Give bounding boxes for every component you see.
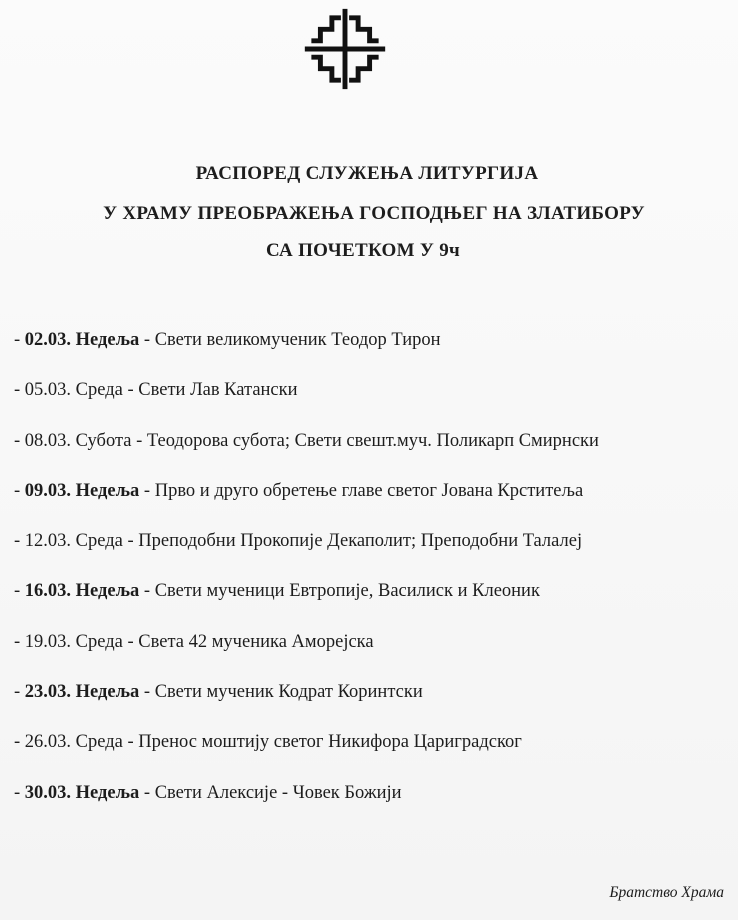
item-day: Среда — [75, 380, 123, 401]
item-prefix: - — [14, 782, 25, 803]
item-date: 26.03. — [24, 732, 72, 753]
item-day: Недеља — [75, 782, 140, 803]
item-prefix: - — [14, 631, 25, 652]
item-day: Недеља — [75, 581, 140, 602]
item-feast: Свети мученик Кодрат Коринтски — [154, 682, 423, 703]
item-separator: - — [122, 631, 139, 652]
item-feast: Преподобни Прокопије Декаполит; Преподобни Талалеј — [138, 531, 583, 552]
item-separator: - — [131, 430, 147, 451]
item-day: Среда — [75, 732, 123, 753]
schedule-item — [14, 778, 738, 828]
heading-line-3: СА ПОЧЕТКОМ У 9ч — [265, 240, 461, 261]
heading-line-2: У ХРАМУ ПРЕОБРАЖЕЊА ГОСПОДЊЕГ НА ЗЛАТИБОРУ — [103, 203, 645, 224]
item-prefix: - — [14, 380, 25, 401]
item-separator: - — [139, 682, 155, 703]
item-prefix: - — [14, 330, 25, 350]
item-separator: - — [139, 782, 155, 803]
schedule-item — [14, 375, 738, 425]
schedule-item — [14, 677, 738, 727]
item-date: 23.03. — [24, 682, 72, 703]
item-date: 16.03. — [24, 581, 72, 602]
item-day: Недеља — [75, 480, 140, 501]
signature: Братство Храма — [609, 884, 724, 901]
item-separator: - — [122, 531, 139, 552]
schedule-item — [14, 476, 738, 526]
item-day: Среда — [75, 531, 123, 552]
item-day: Среда — [75, 631, 123, 652]
schedule-item — [14, 426, 738, 476]
schedule-item — [14, 526, 738, 576]
item-prefix: - — [14, 732, 25, 753]
item-feast: Света 42 мученика Аморејска — [138, 631, 374, 652]
item-separator: - — [122, 380, 139, 401]
heading-line-1: РАСПОРЕД СЛУЖЕЊА ЛИТУРГИЈА — [195, 163, 539, 184]
item-separator: - — [139, 581, 155, 602]
item-date: 12.03. — [24, 531, 72, 552]
item-date: 08.03. — [24, 430, 72, 451]
item-separator: - — [139, 330, 155, 350]
item-date: 05.03. — [24, 380, 72, 401]
item-prefix: - — [14, 480, 25, 501]
item-day: Субота — [75, 430, 132, 451]
schedule-item — [14, 576, 738, 626]
item-date: 19.03. — [24, 631, 72, 652]
item-prefix: - — [14, 531, 25, 552]
item-date: 02.03. — [24, 330, 72, 350]
item-separator: - — [139, 480, 155, 501]
item-separator: - — [122, 732, 139, 753]
item-feast: Свети мученици Евтропије, Василиск и Клеоник — [154, 581, 540, 602]
item-day: Недеља — [75, 330, 140, 350]
item-date: 09.03. — [24, 480, 72, 501]
item-prefix: - — [14, 430, 25, 451]
item-feast: Свети Лав Катански — [138, 380, 298, 401]
schedule-item — [14, 727, 738, 777]
item-feast: Пренос моштију светог Никифора Цариградског — [138, 732, 522, 753]
item-feast: Теодорова субота; Свети свешт.муч. Поликарп Смирнски — [146, 430, 599, 451]
schedule-item — [14, 627, 738, 677]
item-day: Недеља — [75, 682, 140, 703]
item-prefix: - — [14, 682, 25, 703]
liturgy-schedule-list — [14, 325, 738, 828]
orthodox-cross-emblem-icon — [304, 8, 386, 90]
item-prefix: - — [14, 581, 25, 602]
item-date: 30.03. — [24, 782, 72, 803]
item-feast: Прво и друго обретење главе светог Јована Крститеља — [154, 480, 584, 501]
item-feast: Свети Алексије - Човек Божији — [154, 782, 402, 803]
item-feast: Свети великомученик Теодор Тирон — [154, 330, 441, 350]
schedule-item — [14, 325, 738, 375]
